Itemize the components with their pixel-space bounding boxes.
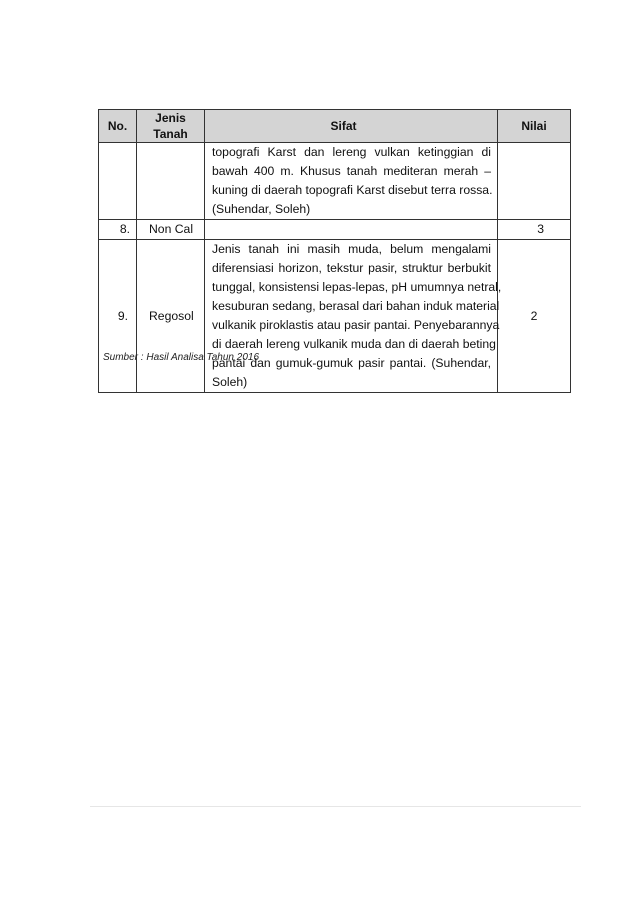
header-jenis-line2: Tanah [153,127,188,141]
sifat-line: kesuburan sedang, berasal dari bahan induk material [212,299,500,313]
sifat-line: Soleh) [212,375,248,389]
cell-nilai: 2 [498,240,571,393]
header-jenis-line1: Jenis [155,111,186,125]
cell-nilai: 3 [498,220,571,240]
cell-no: 8. [99,220,137,240]
sifat-line: Jenis tanah ini masih muda, belum mengalami [212,242,491,256]
header-sifat: Sifat [205,110,498,143]
soil-type-table [98,109,571,393]
cell-sifat [205,220,498,240]
cell-jenis [137,143,205,220]
table-row [99,240,571,393]
cell-sifat [205,143,498,220]
cell-no [99,143,137,220]
sifat-line: (Suhendar, Soleh) [212,202,311,216]
sifat-line: bawah 400 m. Khusus tanah mediteran merah – [212,164,491,178]
header-no: No. [99,110,137,143]
header-jenis-tanah [137,110,205,143]
cell-sifat [205,240,502,393]
sifat-line: diferensiasi horizon, tekstur pasir, struktur berbukit [212,261,491,275]
header-nilai: Nilai [498,110,571,143]
table-row [99,143,571,220]
sifat-line: topografi Karst dan lereng vulkan ketinggian di [212,145,491,159]
sifat-line: tunggal, konsistensi lepas-lepas, pH umumnya netral, [212,280,502,294]
cell-jenis: Regosol [137,240,205,393]
cell-nilai [498,143,571,220]
cell-no: 9. [99,240,137,393]
footer-divider [90,806,581,807]
table-row [99,220,571,240]
source-note: Sumber : Hasil Analisa Tahun 2016 [103,352,260,363]
sifat-line: di daerah lereng vulkanik muda dan di daerah beting [212,337,496,351]
sifat-line: kuning di daerah topografi Karst disebut terra rossa. [212,183,493,197]
sifat-line: vulkanik piroklastis atau pasir pantai. Penyebarannya [212,318,500,332]
cell-jenis: Non Cal [137,220,205,240]
sifat-line: pantai dan gumuk-gumuk pasir pantai. (Suhendar, [212,356,491,370]
table-header-row [99,110,571,143]
